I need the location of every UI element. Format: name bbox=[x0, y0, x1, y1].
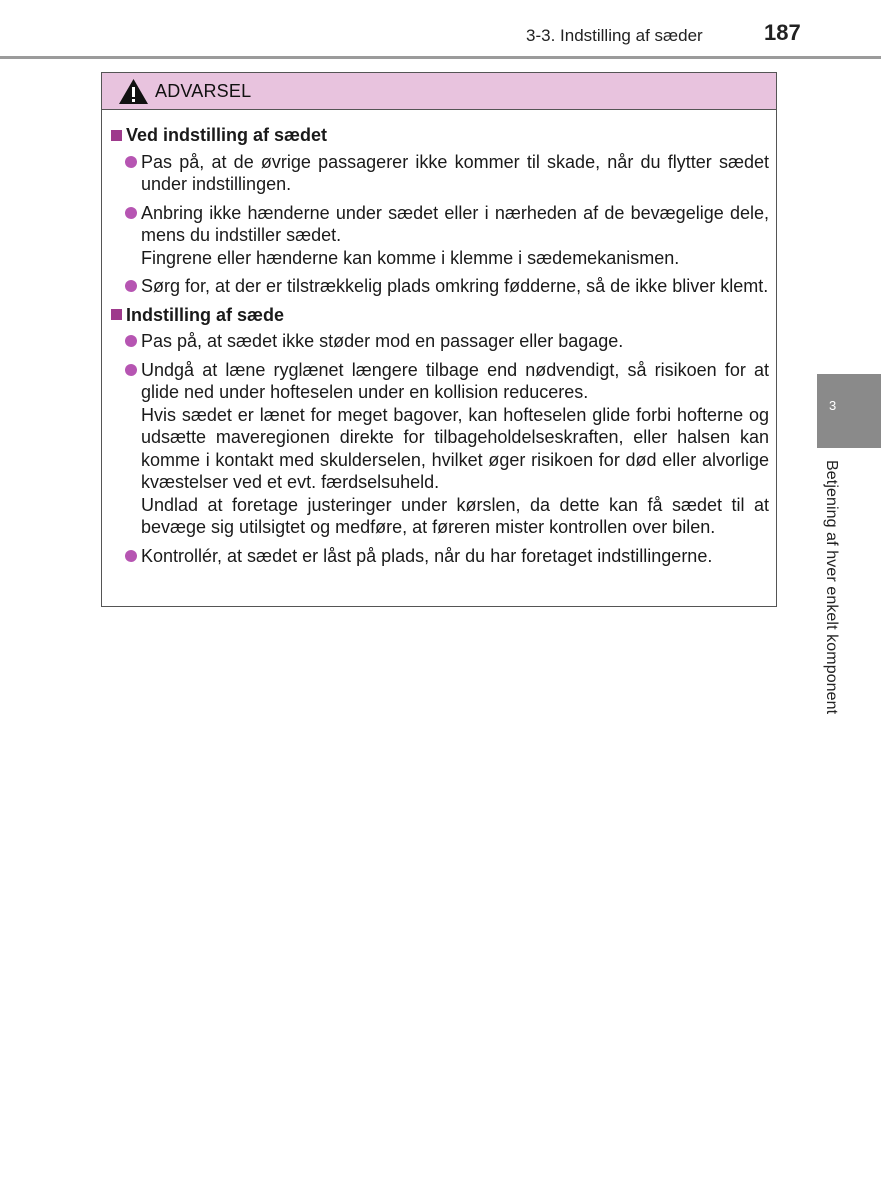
warning-content bbox=[102, 110, 776, 567]
item-line: Anbring ikke hænderne under sædet eller i nærheden af de bevægelige dele, mens du indstiller sædet. bbox=[141, 202, 769, 245]
chapter-tab-number: 3 bbox=[829, 398, 837, 413]
circle-bullet-icon bbox=[125, 280, 137, 292]
section-title-text: Ved indstilling af sædet bbox=[126, 125, 328, 145]
header-rule bbox=[0, 56, 881, 59]
item-line: Hvis sædet er lænet for meget bagover, kan hofteselen glide forbi hofterne og udsætte maveregionen direkte for tilbageholdelseskraften, eller halsen kan komme i kontakt med skulderselen, hvilket øger risikoen for død eller alvorlige kvæstelser ved et evt. færdselsuheld. bbox=[141, 404, 769, 492]
warning-title: ADVARSEL bbox=[155, 80, 252, 101]
circle-bullet-icon bbox=[125, 156, 137, 168]
list-item-text bbox=[141, 359, 769, 539]
list-item-text bbox=[141, 275, 769, 298]
list-item-text bbox=[141, 202, 769, 270]
item-line: Pas på, at de øvrige passagerer ikke kommer til skade, når du flytter sædet under indstillingen. bbox=[141, 151, 769, 194]
list-item bbox=[125, 202, 769, 270]
header-section-title: 3-3. Indstilling af sæder bbox=[526, 26, 703, 45]
list-item bbox=[125, 275, 769, 298]
warning-header bbox=[102, 73, 776, 110]
item-line: Sørg for, at der er tilstrækkelig plads omkring fødderne, så de ikke bliver klemt. bbox=[141, 276, 769, 296]
section-seat-setting bbox=[109, 304, 769, 568]
chapter-side-label: Betjening af hver enkelt komponent bbox=[823, 460, 840, 715]
circle-bullet-icon bbox=[125, 550, 137, 562]
list-item bbox=[125, 359, 769, 539]
warning-box bbox=[101, 72, 777, 607]
section-title-text: Indstilling af sæde bbox=[126, 304, 285, 325]
section-seat-adjusting bbox=[109, 124, 769, 298]
section-title bbox=[109, 124, 769, 147]
list-item-text bbox=[141, 151, 769, 196]
circle-bullet-icon bbox=[125, 364, 137, 376]
section-title bbox=[109, 304, 769, 327]
item-line: Fingrene eller hænderne kan komme i klemme i sædemekanismen. bbox=[141, 247, 680, 268]
list-item bbox=[125, 545, 769, 568]
square-bullet-icon bbox=[111, 130, 122, 141]
list-item bbox=[125, 330, 769, 353]
item-line: Undlad at foretage justeringer under kørslen, da dette kan få sædet til at bevæge sig utilsigtet og medføre, at føreren mister kontrollen over bilen. bbox=[141, 494, 769, 537]
warning-triangle-icon bbox=[118, 78, 149, 105]
list-item bbox=[125, 151, 769, 196]
circle-bullet-icon bbox=[125, 335, 137, 347]
square-bullet-icon bbox=[111, 309, 122, 320]
item-line: Pas på, at sædet ikke støder mod en passager eller bagage. bbox=[141, 331, 624, 351]
page-number: 187 bbox=[764, 20, 801, 45]
circle-bullet-icon bbox=[125, 207, 137, 219]
chapter-tab bbox=[817, 374, 881, 448]
item-line: Kontrollér, at sædet er låst på plads, når du har foretaget indstillingerne. bbox=[141, 545, 713, 566]
item-line: Undgå at læne ryglænet længere tilbage end nødvendigt, så risikoen for at glide ned under hofteselen under en kollision reduceres. bbox=[141, 359, 769, 402]
list-item-text bbox=[141, 330, 769, 353]
list-item-text bbox=[141, 545, 769, 568]
